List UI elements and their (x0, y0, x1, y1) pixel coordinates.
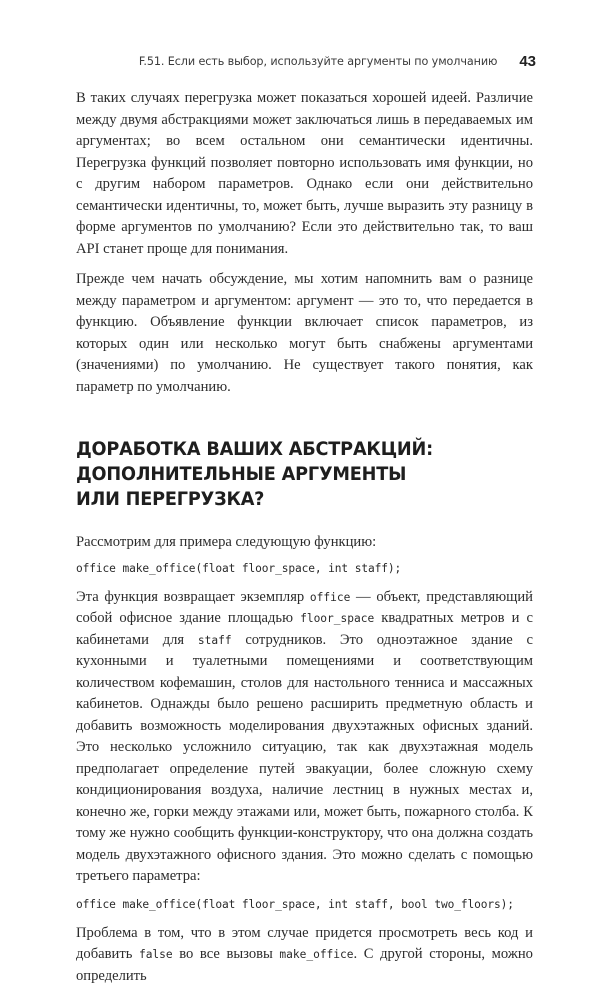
inline-code-office: office (310, 591, 350, 604)
inline-code-staff: staff (198, 634, 232, 647)
text-run: Проблема в том, что в этом случае придется просмотреть весь код и добавить (76, 925, 533, 963)
page-number: 43 (519, 53, 536, 70)
paragraph-overloading-intro: В таких случаях перегрузка может показаться хорошей идеей. Различие между двумя абстракциями может заключаться лишь в передаваемых им аргументах; во всем остальном они семантически идентичны. Перегрузка функций позволяет повторно использовать имя функции, но с другим набором параметров. Однако если они действительно семантически идентичны, то, может быть, лучше выразить эту разницу в форме аргументов по умолчанию? Если это действительно так, то ваш API станет проще для понимания. (76, 88, 533, 260)
inline-code-false: false (139, 948, 173, 961)
text-run: сотрудников. Это одноэтажное здание с кухонными и туалетными помещениями и соответствующим количеством кофемашин, столов для настольного тенниса и массажных кабинетов. Однажды было решено расширить предметную область и добавить возможность моделирования двухэтажных офисных зданий. Это несколько усложнило ситуацию, так как двухэтажная модель предполагает определение путей эвакуации, более сложную схему кондиционирования воздуха, наличие лестниц в нужных местах и, конечно же, горки между этажами или, может быть, пожарного столба. К тому же нужно сообщить функции-конструктору, что она должна создать модель двухэтажного офисного здания. Это можно сделать с помощью третьего параметра: (76, 632, 533, 885)
text-run: Эта функция возвращает экземпляр (76, 589, 310, 605)
paragraph-example-intro: Рассмотрим для примера следующую функцию: (76, 532, 533, 554)
running-title: F.51. Если есть выбор, используйте аргументы по умолчанию (139, 55, 497, 68)
section-heading-line-1: ДОРАБОТКА ВАШИХ АБСТРАКЦИЙ: (76, 438, 433, 460)
section-heading-line-2: ДОПОЛНИТЕЛЬНЫЕ АРГУМЕНТЫ (76, 463, 406, 485)
section-heading-line-3: ИЛИ ПЕРЕГРУЗКА? (76, 488, 264, 510)
text-run: квадратных метров и с кабинетами для (76, 610, 533, 648)
paragraph-parameter-vs-argument: Прежде чем начать обсуждение, мы хотим напомнить вам о разнице между параметром и аргументом: аргумент — это то, что передается в функцию. Объявление функции включает список параметров, из которых один или несколько могут быть снабжены аргументами (значениями) по умолчанию. Не существует такого понятия, как параметр по умолчанию. (76, 269, 533, 398)
section-heading (76, 437, 501, 512)
code-block-make-office: office make_office(float floor_space, int staff); (76, 562, 533, 575)
page-content (76, 88, 533, 987)
text-run: . С другой стороны, можно определить (76, 946, 533, 984)
inline-code-make-office: make_office (279, 948, 353, 961)
code-block-make-office-two-floors: office make_office(float floor_space, int staff, bool two_floors); (76, 898, 533, 911)
paragraph-problem (76, 923, 533, 987)
paragraph-function-description (76, 587, 533, 888)
text-run: во все вызовы (173, 946, 280, 962)
inline-code-floor-space: floor_space (300, 612, 374, 625)
text-run: — объект, представляющий собой офисное здание площадью (76, 589, 533, 627)
running-header (160, 51, 536, 71)
